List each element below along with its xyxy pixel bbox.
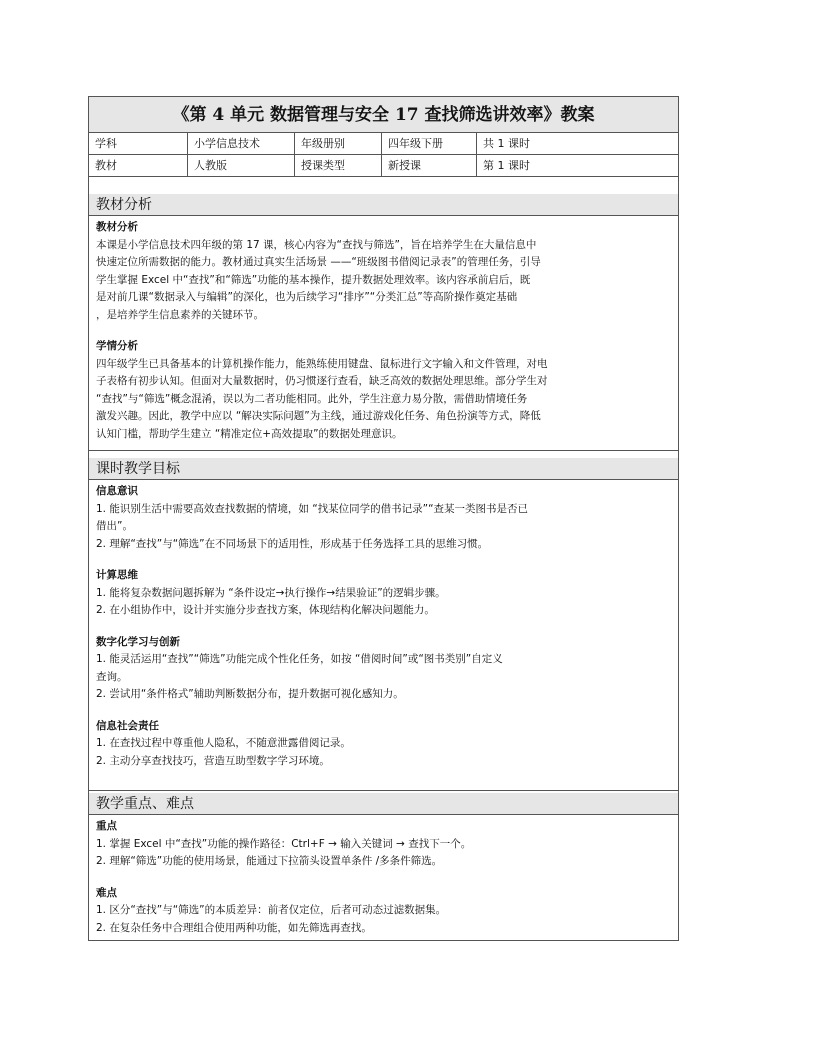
paragraph-line: ，是培养学生信息素养的关键环节。 [96, 308, 264, 321]
goal-line: 2. 主动分享查找技巧，营造互助型数字学习环境。 [96, 754, 330, 767]
section-heading-keypoints: 教学重点、难点 [89, 793, 678, 815]
document-title: 《第 4 单元 数据管理与安全 17 查找筛选讲效率》教案 [89, 97, 678, 133]
goal-group-title: 计算思维 [96, 569, 138, 581]
lesson-plan-table [88, 96, 679, 941]
keypoint-line: 1. 掌握 Excel 中“查找”功能的操作路径：Ctrl+F → 输入关键词 → 查找下一个。 [96, 837, 472, 850]
goal-line: 2. 理解“查找”与“筛选”在不同场景下的适用性，形成基于任务选择工具的思维习惯。 [96, 537, 489, 550]
value-grade: 四年级下册 [382, 133, 477, 154]
paragraph-line: 四年级学生已具备基本的计算机操作能力，能熟练使用键盘、鼠标进行文字输入和文件管理，对电 [96, 357, 548, 370]
label-subject: 学科 [89, 133, 188, 154]
goal-line: 1. 能识别生活中需要高效查找数据的情境，如 “找某位同学的借书记录”“查某一类图书是否已 [96, 502, 529, 515]
goal-line: 1. 在查找过程中尊重他人隐私，不随意泄露借阅记录。 [96, 737, 351, 749]
subheading-student-analysis: 学情分析 [96, 340, 138, 352]
paragraph-line: 激发兴趣。因此，教学中应以 “解决实际问题”为主线，通过游戏化任务、角色扮演等方式，降低 [96, 410, 541, 422]
difficulty-line: 2. 在复杂任务中合理组合使用两种功能，如先筛选再查找。 [96, 921, 372, 934]
paragraph-line: 快速定位所需数据的能力。教材通过真实生活场景 ——“班级图书借阅记录表”的管理任务，引导 [96, 256, 541, 268]
label-grade: 年级册别 [295, 133, 382, 154]
section-body-goals [89, 480, 678, 791]
section-body-analysis [89, 216, 678, 451]
goal-line: 查询。 [96, 670, 128, 683]
paragraph-line: “查找”与“筛选”概念混淆，误以为二者功能相同。此外，学生注意力易分散，需借助情境任务 [96, 392, 528, 405]
goal-group-title: 信息意识 [96, 485, 138, 497]
difficulty-line: 1. 区分“查找”与“筛选”的本质差异：前者仅定位，后者可动态过滤数据集。 [96, 904, 447, 916]
section-heading-analysis: 教材分析 [89, 194, 678, 216]
goal-line: 1. 能灵活运用“查找”“筛选”功能完成个性化任务，如按 “借阅时间”或“图书类别”自定义 [96, 653, 503, 665]
section-heading-goals: 课时教学目标 [89, 458, 678, 480]
label-lesson-type: 授课类型 [295, 155, 382, 176]
subheading-key-points: 重点 [96, 820, 117, 832]
paragraph-line: 本课是小学信息技术四年级的第 17 课，核心内容为“查找与筛选”，旨在培养学生在大量信息中 [96, 238, 537, 251]
info-row-subject [89, 133, 678, 155]
section-body-keypoints [89, 815, 678, 937]
value-lesson-type: 新授课 [382, 155, 477, 176]
goal-group-title: 数字化学习与创新 [96, 635, 180, 648]
subheading-difficulties: 难点 [96, 886, 117, 899]
subheading-textbook-analysis: 教材分析 [96, 221, 138, 233]
goal-line: 借出”。 [96, 520, 133, 532]
value-subject: 小学信息技术 [188, 133, 295, 154]
value-current-period: 第 1 课时 [483, 159, 530, 172]
goal-group-title: 信息社会责任 [96, 719, 159, 732]
goal-line: 1. 能将复杂数据问题拆解为 “条件设定→执行操作→结果验证”的逻辑步骤。 [96, 586, 446, 599]
info-row-textbook [89, 155, 678, 177]
goal-line: 2. 在小组协作中，设计并实施分步查找方案，体现结构化解决问题能力。 [96, 604, 435, 616]
paragraph-line: 子表格有初步认知。但面对大量数据时，仍习惯逐行查看，缺乏高效的数据处理思维。部分学生对 [96, 375, 548, 387]
value-total-periods: 共 1 课时 [483, 137, 530, 150]
label-textbook: 教材 [89, 155, 188, 176]
value-textbook: 人教版 [188, 155, 295, 176]
paragraph-line: 是对前几课“数据录入与编辑”的深化，也为后续学习“排序”“分类汇总”等高阶操作奠定基础 [96, 291, 518, 303]
paragraph-line: 认知门槛，帮助学生建立 “精准定位+高效提取”的数据处理意识。 [96, 427, 403, 440]
paragraph-line: 学生掌握 Excel 中“查找”和“筛选”功能的基本操作，提升数据处理效率。该内容承前启后，既 [96, 273, 531, 286]
goal-line: 2. 尝试用“条件格式”辅助判断数据分布，提升数据可视化感知力。 [96, 688, 404, 700]
keypoint-line: 2. 理解“筛选”功能的使用场景，能通过下拉箭头设置单条件 /多条件筛选。 [96, 855, 443, 867]
